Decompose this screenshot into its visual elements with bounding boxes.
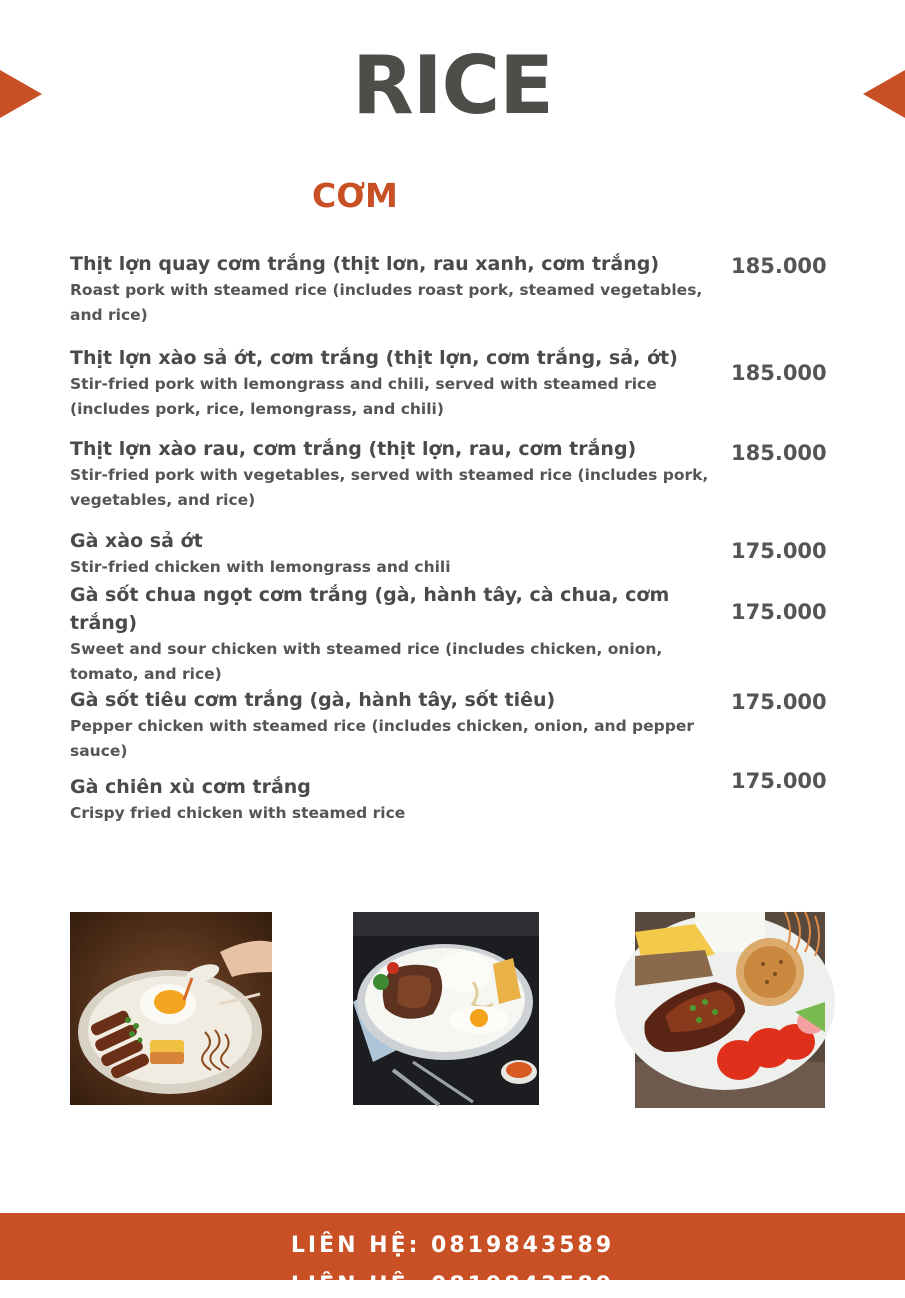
item-name-vi: Gà sốt tiêu cơm trắng (gà, hành tây, sốt tiêu) <box>70 688 556 711</box>
item-name-vi: Thịt lợn quay cơm trắng (thịt lơn, rau xanh, cơm trắng) <box>70 253 660 275</box>
rice-plate-pork-chop-egg-photo <box>353 912 539 1105</box>
item-name-vi: Gà sốt chua ngọt cơm trắng (gà, hành tây, cà chua, cơm trắng) <box>70 584 670 634</box>
item-name-vi: Thịt lợn xào sả ớt, cơm trắng (thịt lợn, cơm trắng, sả, ớt) <box>70 346 678 369</box>
item-name-en: Pepper chicken with steamed rice (includes chicken, onion, and pepper sauce) <box>70 716 695 760</box>
item-price: 185.000 <box>731 254 827 278</box>
footer-contact: LIÊN HỆ: 0819843589 <box>290 1233 615 1258</box>
item-name-vi: Gà xào sả ớt <box>70 530 203 552</box>
footer-bar <box>0 1213 905 1298</box>
item-name-en: Crispy fried chicken with steamed rice <box>70 803 406 822</box>
item-price: 175.000 <box>731 690 827 714</box>
item-name-vi: Gà chiên xù cơm trắng <box>70 775 311 798</box>
menu-item <box>70 680 830 769</box>
page-title: RICE <box>352 39 553 132</box>
item-price: 175.000 <box>731 769 827 793</box>
menu-item <box>70 584 830 683</box>
item-name-en: Stir-fried pork with lemongrass and chili, served with steamed rice (includes pork, rice, lemongrass, and chili) <box>70 374 657 418</box>
item-name-en: Stir-fried chicken with lemongrass and chili <box>70 558 451 576</box>
menu-item <box>70 429 830 519</box>
item-name-en: Roast pork with steamed rice (includes roast pork, steamed vegetables, and rice) <box>70 281 703 324</box>
footer-contact-repeat: LIÊN HỆ: 0819843589 <box>290 1273 615 1298</box>
item-price: 185.000 <box>731 441 827 465</box>
menu-item <box>70 519 830 588</box>
item-price: 175.000 <box>731 600 827 624</box>
rice-plate-ribs-tomato-photo <box>635 912 825 1108</box>
menu-item <box>70 242 830 336</box>
item-name-vi: Thịt lợn xào rau, cơm trắng (thịt lợn, rau, cơm trắng) <box>70 438 637 460</box>
menu-item <box>70 769 830 829</box>
menu-list <box>70 242 830 829</box>
item-name-en: Stir-fried pork with vegetables, served with steamed rice (includes pork, vegetables, and rice) <box>70 466 709 509</box>
item-name-en: Sweet and sour chicken with steamed rice (includes chicken, onion, tomato, and rice) <box>70 640 663 683</box>
item-price: 175.000 <box>731 539 827 563</box>
menu-item <box>70 336 830 429</box>
item-price: 185.000 <box>731 361 827 385</box>
section-subtitle: CƠM <box>312 176 398 215</box>
rice-plate-grilled-pork-photo <box>70 912 272 1105</box>
